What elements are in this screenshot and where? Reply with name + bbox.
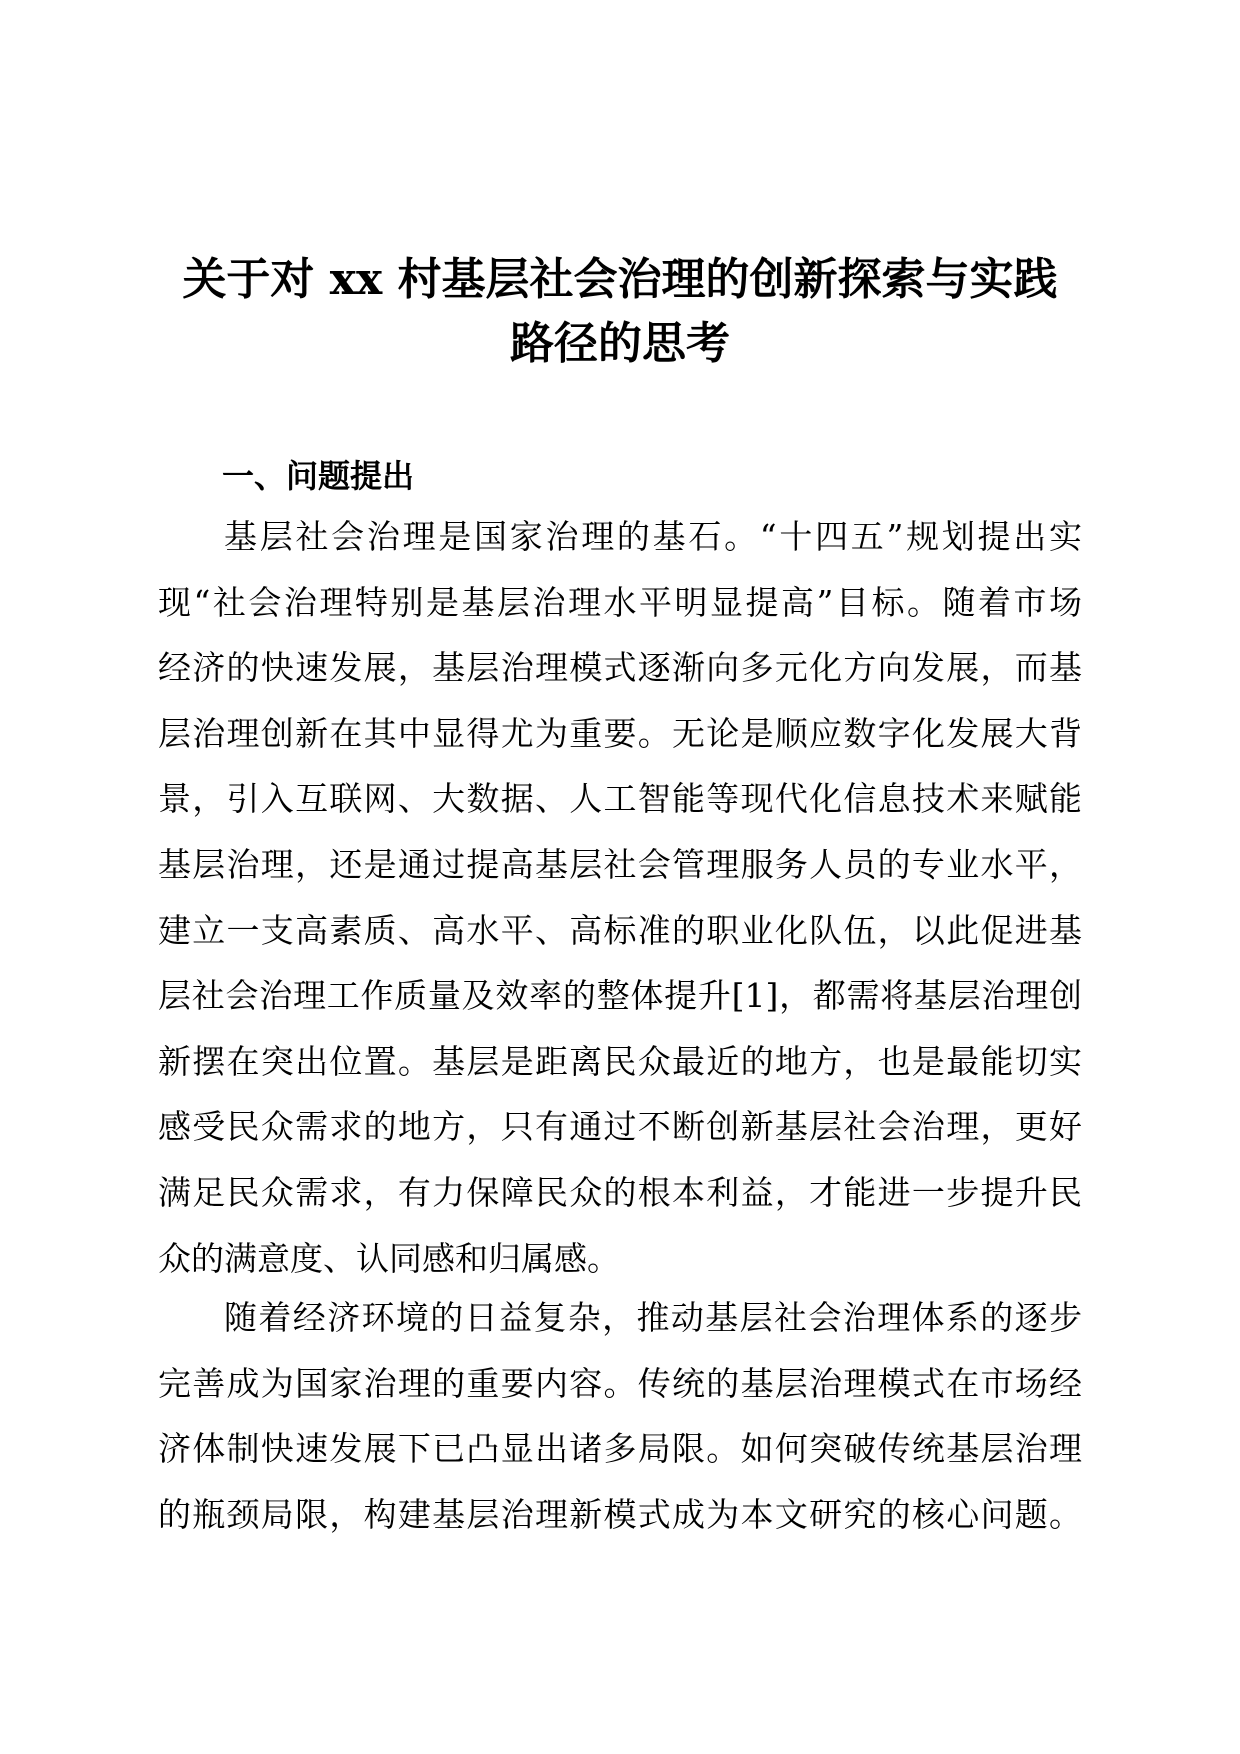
paragraph-line: 随着经济环境的日益复杂，推动基层社会治理体系的逐步: [224, 1298, 1082, 1337]
paragraph-line: 层治理创新在其中显得尤为重要。无论是顺应数字化发展大背: [158, 713, 1082, 753]
document-title: [140, 248, 1100, 376]
paragraph-line: 基层社会治理是国家治理的基石。“十四五”规划提出实: [224, 517, 1082, 556]
paragraph-line: 的瓶颈局限，构建基层治理新模式成为本文研究的核心问题。: [158, 1494, 1082, 1534]
paragraph-line: 济体制快速发展下已凸显出诸多局限。如何突破传统基层治理: [158, 1429, 1082, 1469]
paragraph-line: 层社会治理工作质量及效率的整体提升[1]，都需将基层治理创: [158, 976, 1082, 1016]
paragraph-line: 现“社会治理特别是基层治理水平明显提高”目标。随着市场: [158, 582, 1082, 622]
paragraph-line: 经济的快速发展，基层治理模式逐渐向多元化方向发展，而基: [158, 648, 1082, 688]
paragraph-line: 基层治理，还是通过提高基层社会管理服务人员的专业水平，: [158, 844, 1082, 884]
paragraph-1: [158, 504, 1082, 1291]
paragraph-line: 众的满意度、认同感和归属感。: [158, 1238, 620, 1278]
paragraph-line: 感受民众需求的地方，只有通过不断创新基层社会治理，更好: [158, 1107, 1082, 1147]
paragraph-2: [158, 1285, 1082, 1547]
title-line-1: 关于对 xx 村基层社会治理的创新探索与实践: [182, 254, 1058, 305]
title-line-2: 路径的思考: [510, 318, 730, 369]
paragraph-line: 满足民众需求，有力保障民众的根本利益，才能进一步提升民: [158, 1172, 1082, 1212]
paragraph-line: 新摆在突出位置。基层是距离民众最近的地方，也是最能切实: [158, 1041, 1082, 1081]
paragraph-line: 景，引入互联网、大数据、人工智能等现代化信息技术来赋能: [158, 779, 1082, 819]
section-heading: 一、问题提出: [222, 457, 415, 495]
paragraph-line: 建立一支高素质、高水平、高标准的职业化队伍，以此促进基: [158, 910, 1082, 950]
paragraph-line: 完善成为国家治理的重要内容。传统的基层治理模式在市场经: [158, 1363, 1082, 1403]
